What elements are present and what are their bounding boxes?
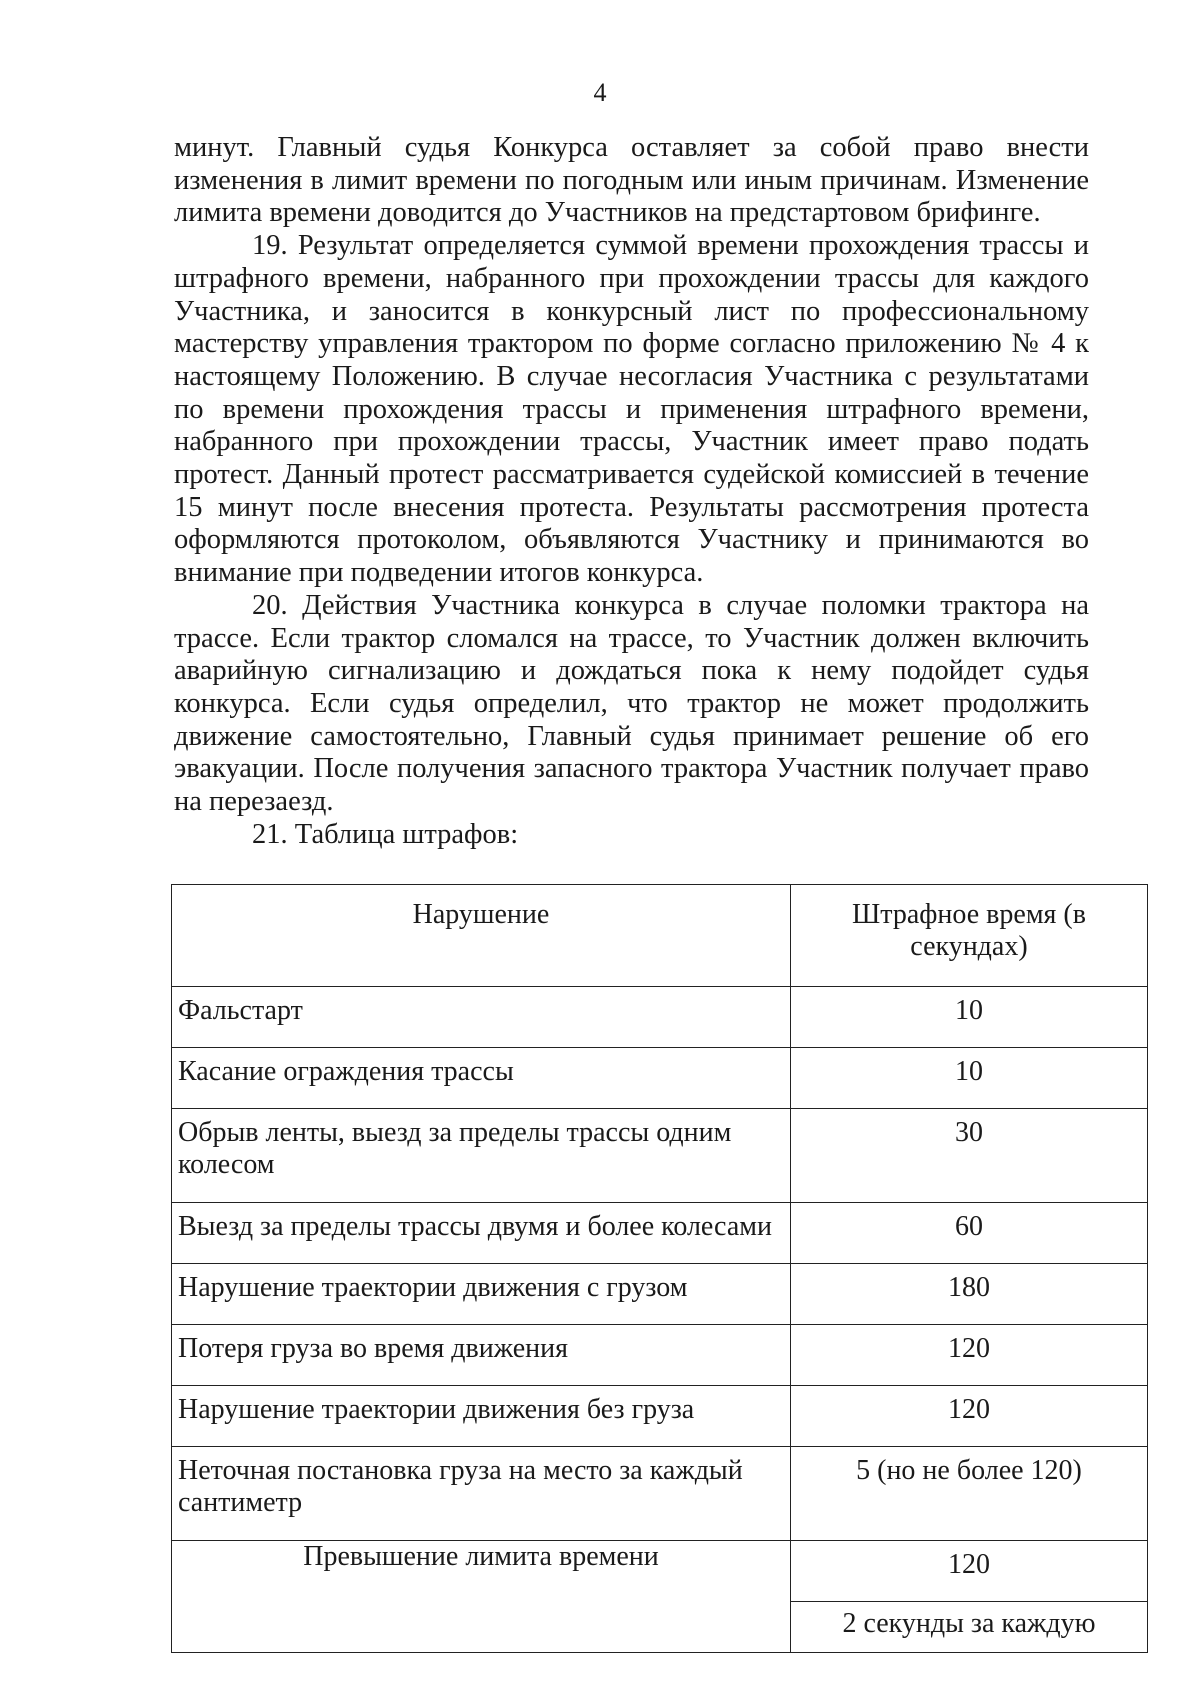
- table-row: [172, 1264, 1148, 1325]
- table-row: [172, 1386, 1148, 1447]
- header-violation: Нарушение: [172, 885, 791, 987]
- violation-cell: Потеря груза во время движения: [172, 1325, 791, 1386]
- table-row: [172, 1325, 1148, 1386]
- violation-cell: Нарушение траектории движения без груза: [172, 1386, 791, 1447]
- table-row: [172, 1048, 1148, 1109]
- document-body: [174, 132, 1089, 851]
- violation-cell: Неточная постановка груза на место за каждый сантиметр: [172, 1447, 791, 1541]
- table-row: [172, 1447, 1148, 1541]
- penalty-cell: 180: [791, 1264, 1148, 1325]
- header-penalty-time: Штрафное время (в секундах): [791, 885, 1148, 987]
- penalty-cell: 10: [791, 987, 1148, 1048]
- violation-cell: Касание ограждения трассы: [172, 1048, 791, 1109]
- paragraph-20: 20. Действия Участника конкурса в случае поломки трактора на трассе. Если трактор сломался на трассе, то Участник должен включить аварийную сигнализацию и дождаться пока к нему подойдет судья конкурса. Если судья определил, что трактор не может продолжить движение самостоятельно, Главный судья принимает решение об его эвакуации. После получения запасного трактора Участник получает право на перезаезд.: [174, 589, 1089, 818]
- page-number: 4: [593, 78, 607, 107]
- table-row: [172, 1541, 1148, 1602]
- violation-cell: Фальстарт: [172, 987, 791, 1048]
- table-row: [172, 1203, 1148, 1264]
- penalty-cell: 2 секунды за каждую: [791, 1602, 1148, 1653]
- table-header-row: [172, 885, 1148, 987]
- paragraph-19: 19. Результат определяется суммой времени прохождения трассы и штрафного времени, набранного при прохождении трассы для каждого Участника, и заносится в конкурсный лист по профессиональному мастерству управления трактором по форме согласно приложению № 4 к настоящему Положению. В случае несогласия Участника с результатами по времени прохождения трассы и применения штрафного времени, набранного при прохождении трассы, Участник имеет право подать протест. Данный протест рассматривается судейской комиссией в течение 15 минут после внесения протеста. Результаты рассмотрения протеста оформляются протоколом, объявляются Участнику и принимаются во внимание при подведении итогов конкурса.: [174, 230, 1089, 589]
- penalty-cell: 60: [791, 1203, 1148, 1264]
- penalty-cell: 5 (но не более 120): [791, 1447, 1148, 1541]
- penalty-cell: 30: [791, 1109, 1148, 1203]
- paragraph-21: 21. Таблица штрафов:: [252, 818, 519, 850]
- penalty-cell: 10: [791, 1048, 1148, 1109]
- paragraph-continuation: минут. Главный судья Конкурса оставляет за собой право внести изменения в лимит времени по погодным или иным причинам. Изменение лимита времени доводится до Участников на предстартовом брифинге.: [174, 132, 1089, 229]
- table-row: [172, 1109, 1148, 1203]
- penalty-cell: 120: [791, 1541, 1148, 1602]
- penalty-table: [171, 884, 1148, 1653]
- violation-cell: Обрыв ленты, выезд за пределы трассы одним колесом: [172, 1109, 791, 1203]
- penalty-cell: 120: [791, 1325, 1148, 1386]
- violation-cell: Нарушение траектории движения с грузом: [172, 1264, 791, 1325]
- violation-cell-merged: Превышение лимита времени: [172, 1541, 791, 1653]
- table-row: [172, 987, 1148, 1048]
- violation-cell: Выезд за пределы трассы двумя и более колесами: [172, 1203, 791, 1264]
- penalty-cell: 120: [791, 1386, 1148, 1447]
